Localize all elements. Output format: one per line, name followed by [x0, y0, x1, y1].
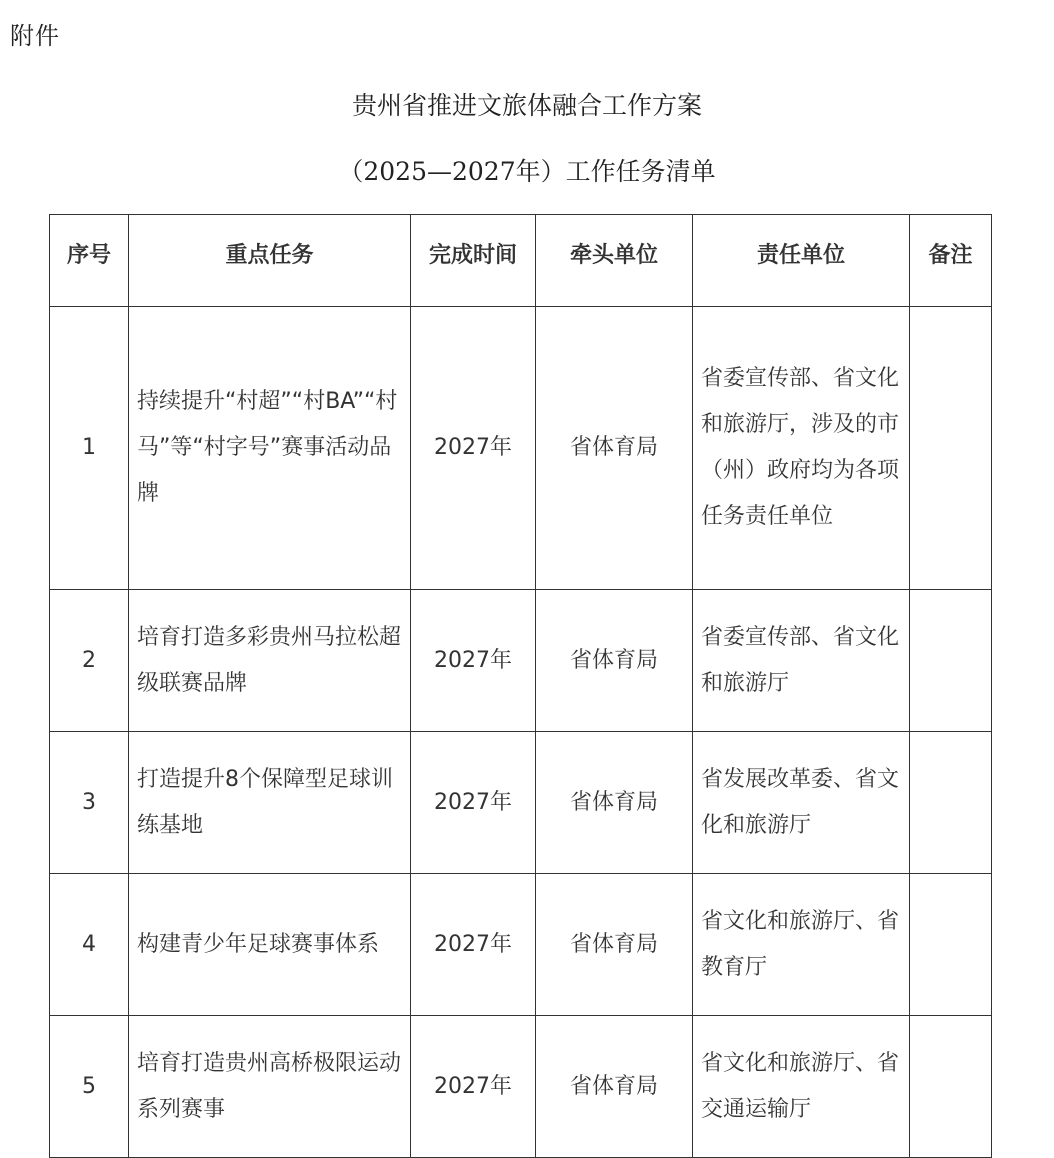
cell-lead: 省体育局: [536, 307, 693, 590]
cell-task: 构建青少年足球赛事体系: [129, 874, 411, 1016]
cell-task: 持续提升“村超”“村BA”“村马”等“村字号”赛事活动品牌: [129, 307, 411, 590]
document-subtitle: （2025—2027年）工作任务清单: [338, 157, 716, 186]
cell-deadline: 2027年: [411, 590, 536, 732]
header-lead: 牵头单位: [536, 215, 693, 307]
cell-lead: 省体育局: [536, 874, 693, 1016]
table-row: [50, 307, 992, 590]
cell-deadline: 2027年: [411, 732, 536, 874]
cell-deadline: 2027年: [411, 874, 536, 1016]
cell-lead: 省体育局: [536, 1016, 693, 1158]
table-row: [50, 1016, 992, 1158]
cell-lead: 省体育局: [536, 590, 693, 732]
cell-note: [910, 874, 992, 1016]
cell-responsible: 省发展改革委、省文化和旅游厅: [693, 732, 910, 874]
header-responsible: 责任单位: [693, 215, 910, 307]
table-row: [50, 732, 992, 874]
document-title: 贵州省推进文旅体融合工作方案: [351, 91, 702, 120]
cell-responsible: 省文化和旅游厅、省交通运输厅: [693, 1016, 910, 1158]
cell-task: 培育打造贵州高桥极限运动系列赛事: [129, 1016, 411, 1158]
cell-task: 打造提升8个保障型足球训练基地: [129, 732, 411, 874]
cell-no: 1: [50, 307, 129, 590]
cell-deadline: 2027年: [411, 307, 536, 590]
cell-no: 4: [50, 874, 129, 1016]
header-task: 重点任务: [129, 215, 411, 307]
cell-note: [910, 1016, 992, 1158]
attachment-label: 附件: [10, 22, 60, 50]
cell-responsible: 省委宣传部、省文化和旅游厅: [693, 590, 910, 732]
header-note: 备注: [910, 215, 992, 307]
header-no: 序号: [50, 215, 129, 307]
cell-no: 5: [50, 1016, 129, 1158]
task-table: [49, 214, 992, 1158]
cell-responsible: 省文化和旅游厅、省教育厅: [693, 874, 910, 1016]
table-header-row: [50, 215, 992, 307]
cell-no: 3: [50, 732, 129, 874]
cell-note: [910, 307, 992, 590]
header-deadline: 完成时间: [411, 215, 536, 307]
cell-no: 2: [50, 590, 129, 732]
cell-note: [910, 732, 992, 874]
cell-responsible: 省委宣传部、省文化和旅游厅，涉及的市（州）政府均为各项任务责任单位: [693, 307, 910, 590]
cell-task: 培育打造多彩贵州马拉松超级联赛品牌: [129, 590, 411, 732]
cell-note: [910, 590, 992, 732]
cell-deadline: 2027年: [411, 1016, 536, 1158]
table-row: [50, 590, 992, 732]
table-row: [50, 874, 992, 1016]
cell-lead: 省体育局: [536, 732, 693, 874]
